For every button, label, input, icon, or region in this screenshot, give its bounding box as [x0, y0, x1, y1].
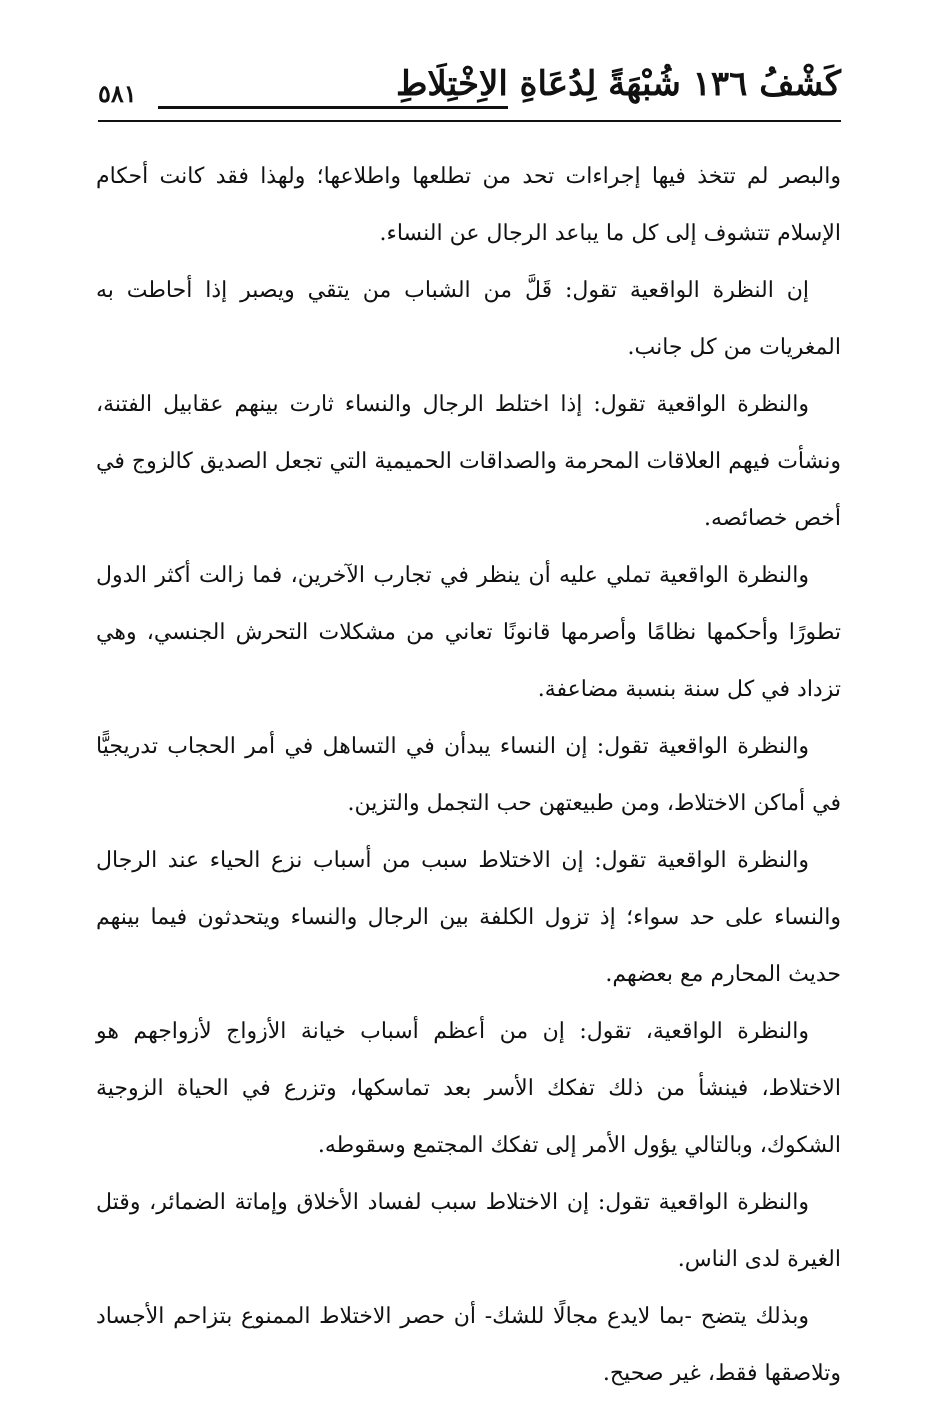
header-underline [158, 106, 508, 109]
paragraph: والبصر لم تتخذ فيها إجراءات تحد من تطلعها واطلاعها؛ ولهذا فقد كانت أحكام الإسلام تتشوف إلى كل ما يباعد الرجال عن النساء. [96, 164, 841, 246]
paragraph: إن النظرة الواقعية تقول: قَلَّ من الشباب من يتقي ويصبر إذا أحاطت به المغريات من كل جانب. [96, 278, 841, 360]
paragraph: والنظرة الواقعية تملي عليه أن ينظر في تجارب الآخرين، فما زالت أكثر الدول تطورًا وأحكمها نظامًا وأصرمها قانونًا تعاني من مشكلات التحرش الجنسي، وهي تزداد في كل سنة بنسبة مضاعفة. [96, 563, 841, 702]
paragraph: والنظرة الواقعية تقول: إن الاختلاط سبب لفساد الأخلاق وإماتة الضمائر، وقتل الغيرة لدى الناس. [96, 1190, 841, 1272]
paragraph: والنظرة الواقعية، تقول: إن من أعظم أسباب خيانة الأزواج لأزواجهم هو الاختلاط، فينشأ من ذلك تفكك الأسر بعد تماسكها، وتزرع في الحياة الزوجية الشكوك، وبالتالي يؤول الأمر إلى تفكك المجتمع وسقوطه. [96, 1019, 841, 1158]
page-body [96, 148, 841, 1402]
page-number: ٥٨١ [98, 79, 137, 108]
page-header [98, 62, 841, 124]
paragraph: والنظرة الواقعية تقول: إذا اختلط الرجال والنساء ثارت بينهم عقابيل الفتنة، ونشأت فيهم العلاقات المحرمة والصداقات الحميمية التي تجعل الصديق كالزوج في أخص خصائصه. [96, 392, 841, 531]
paragraph: والنظرة الواقعية تقول: إن الاختلاط سبب من أسباب نزع الحياء عند الرجال والنساء على حد سواء؛ إذ تزول الكلفة بين الرجال والنساء ويتحدثون فيما بينهم حديث المحارم مع بعضهم. [96, 848, 841, 987]
paragraph: والنظرة الواقعية تقول: إن النساء يبدأن في التساهل في أمر الحجاب تدريجيًّا في أماكن الاختلاط، ومن طبيعتهن حب التجمل والتزين. [96, 734, 841, 816]
book-title: كَشْفُ ١٣٦ شُبْهَةً لِدُعَاةِ الاِخْتِلَاطِ [395, 64, 841, 104]
header-rule [98, 120, 841, 122]
paragraph: وبذلك يتضح -بما لايدع مجالًا للشك- أن حصر الاختلاط الممنوع بتزاحم الأجساد وتلاصقها فقط، غير صحيح. [96, 1304, 841, 1386]
